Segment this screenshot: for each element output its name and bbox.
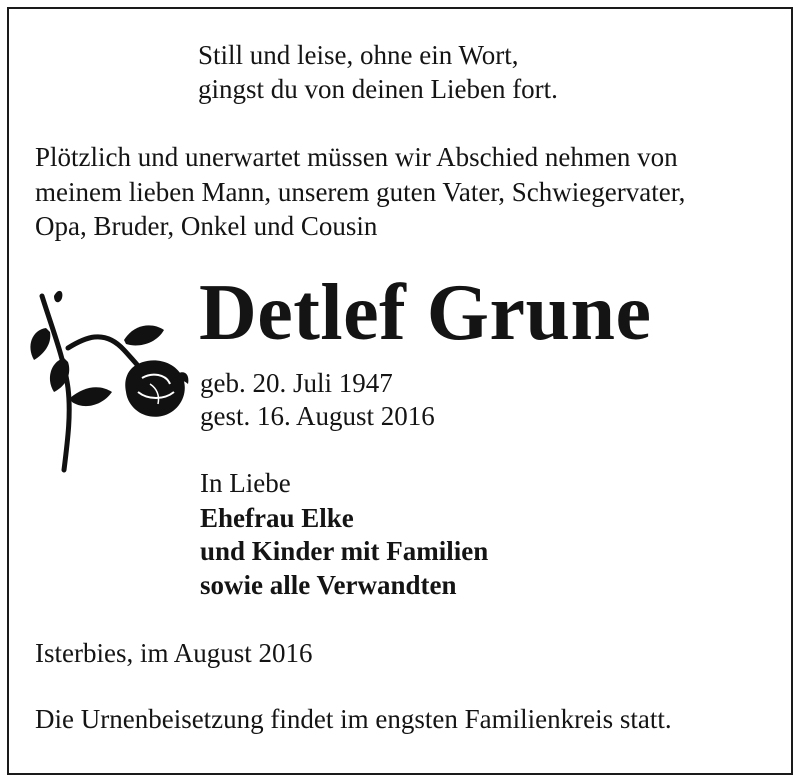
funeral-note: Die Urnenbeisetzung findet im engsten Familienkreis statt. bbox=[35, 704, 672, 734]
poem-line-2: gingst du von deinen Lieben fort. bbox=[198, 74, 558, 104]
announcement-line-2: meinem lieben Mann, unserem guten Vater, Schwiegervater, bbox=[35, 177, 686, 207]
birth-date: geb. 20. Juli 1947 bbox=[200, 368, 393, 398]
mourners-intro: In Liebe bbox=[200, 468, 291, 498]
death-date: gest. 16. August 2016 bbox=[200, 401, 435, 431]
announcement-line-3: Opa, Bruder, Onkel und Cousin bbox=[35, 211, 378, 241]
announcement-line-1: Plötzlich und unerwartet müssen wir Abschied nehmen von bbox=[35, 142, 678, 172]
rose-icon bbox=[24, 288, 194, 473]
mourners-line-2: und Kinder mit Familien bbox=[200, 536, 489, 566]
mourners-line-1: Ehefrau Elke bbox=[200, 503, 354, 533]
deceased-name: Detlef Grune bbox=[199, 269, 652, 357]
mourners-line-3: sowie alle Verwandten bbox=[200, 570, 457, 600]
poem-line-1: Still und leise, ohne ein Wort, bbox=[198, 40, 519, 70]
place-date: Isterbies, im August 2016 bbox=[35, 638, 313, 668]
